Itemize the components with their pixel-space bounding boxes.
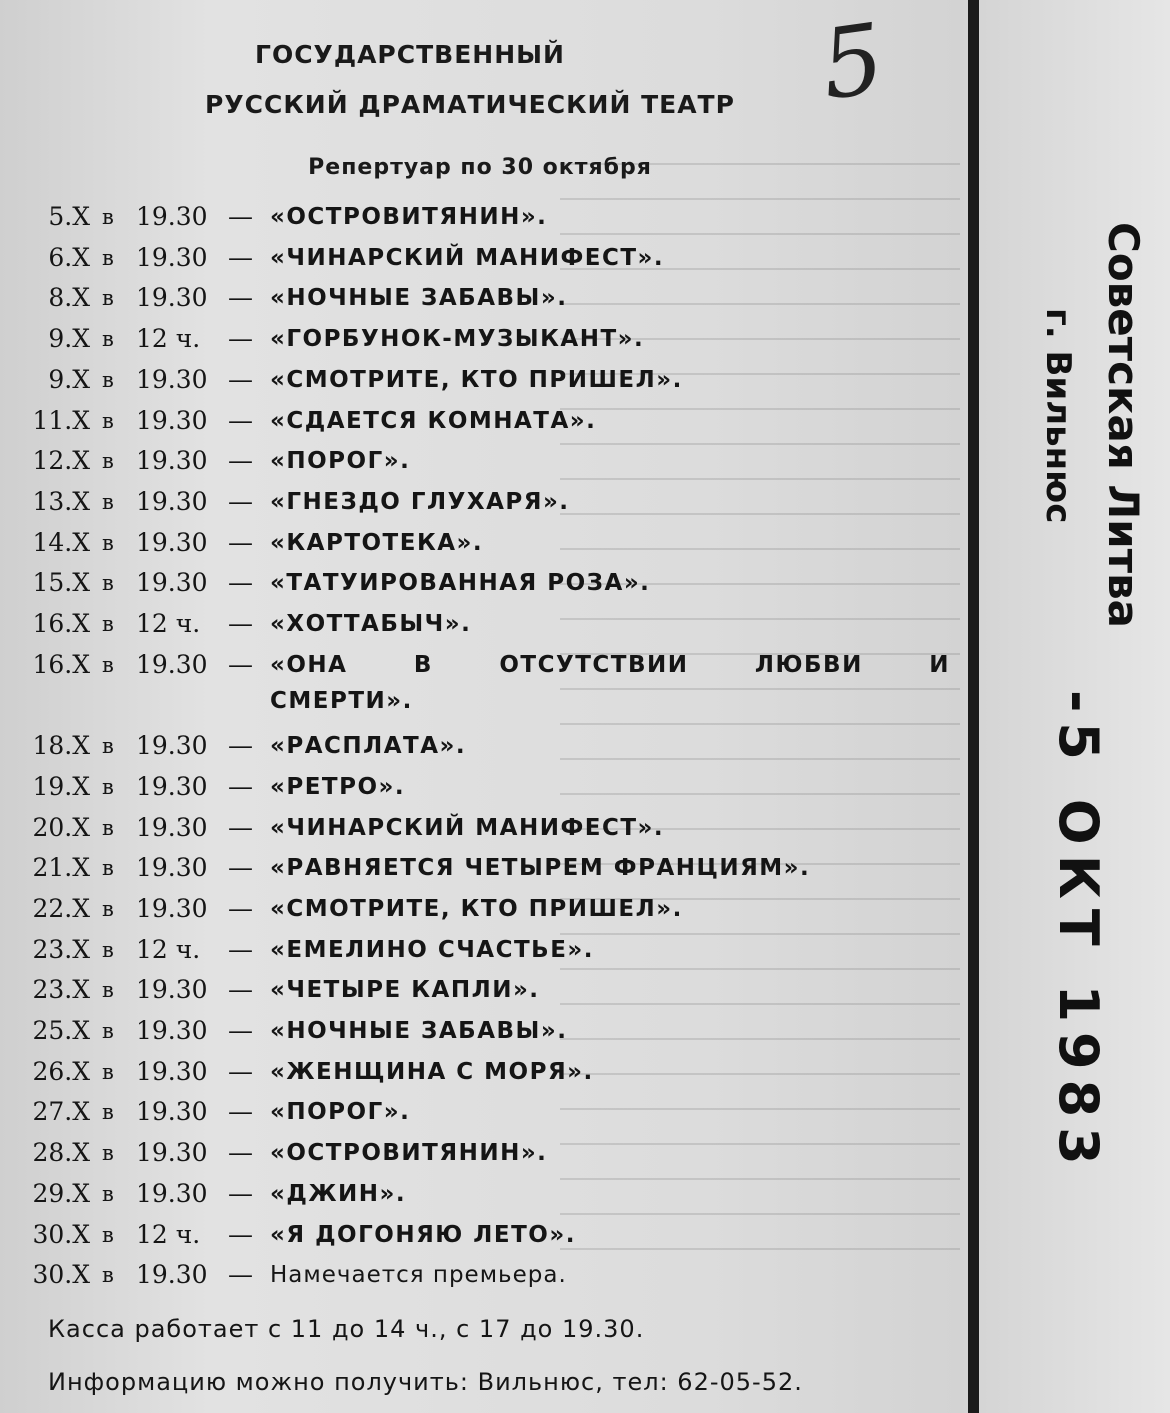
in-word: в bbox=[102, 856, 114, 881]
performance-time: 12 ч. bbox=[136, 934, 201, 964]
performance-date: 30.X bbox=[32, 1260, 90, 1290]
performance-time: 19.30 bbox=[136, 486, 208, 516]
performance-date: 25.X bbox=[32, 1016, 90, 1045]
dash: — bbox=[228, 649, 253, 679]
performance-date: 18.X bbox=[32, 731, 90, 761]
in-word: в bbox=[102, 937, 114, 962]
performance-time: 19.30 bbox=[136, 202, 208, 231]
schedule-row bbox=[0, 731, 960, 771]
in-word: в bbox=[102, 489, 114, 514]
performance-date: 23.X bbox=[32, 975, 90, 1005]
dash: — bbox=[228, 975, 253, 1005]
performance-title: «НОЧНЫЕ ЗАБАВЫ». bbox=[270, 1018, 568, 1044]
dash: — bbox=[228, 1056, 253, 1086]
dash: — bbox=[228, 324, 253, 354]
box-office-hours: Касса работает с 11 до 14 ч., с 17 до 19.30. bbox=[48, 1315, 645, 1343]
in-word: в bbox=[102, 978, 114, 1003]
performance-time: 19.30 bbox=[136, 405, 208, 435]
performance-date: 29.X bbox=[32, 1178, 90, 1208]
performance-date: 6.X bbox=[48, 242, 90, 272]
performance-time: 19.30 bbox=[136, 975, 208, 1005]
schedule-row bbox=[0, 1179, 960, 1219]
schedule-row bbox=[0, 1260, 960, 1300]
performance-date: 13.X bbox=[32, 486, 90, 516]
performance-title: «ОНА В ОТСУТСТВИИ ЛЮБВИ И bbox=[270, 651, 950, 678]
schedule-row bbox=[0, 487, 960, 527]
performance-time: 19.30 bbox=[136, 1178, 208, 1208]
performance-time: 19.30 bbox=[136, 527, 208, 557]
performance-title: «ТАТУИРОВАННАЯ РОЗА». bbox=[270, 570, 651, 597]
dash: — bbox=[228, 242, 253, 272]
in-word: в bbox=[102, 652, 114, 677]
performance-time: 19.30 bbox=[136, 853, 208, 883]
repertoire-heading: Репертуар по 30 октября bbox=[308, 155, 652, 180]
performance-title: «РАСПЛАТА». bbox=[270, 733, 467, 760]
performance-time: 19.30 bbox=[136, 1016, 208, 1045]
performance-title: «ГНЕЗДО ГЛУХАРЯ». bbox=[270, 488, 570, 515]
in-word: в bbox=[102, 245, 114, 270]
performance-date: 28.X bbox=[32, 1138, 90, 1168]
schedule-row bbox=[0, 975, 960, 1015]
performance-title: «ГОРБУНОК-МУЗЫКАНТ». bbox=[270, 326, 645, 353]
dash: — bbox=[228, 568, 253, 598]
schedule-row bbox=[0, 446, 960, 486]
in-word: в bbox=[102, 367, 114, 392]
schedule-row bbox=[0, 568, 960, 608]
performance-time: 19.30 bbox=[136, 731, 208, 761]
performance-title: Намечается премьера. bbox=[270, 1262, 567, 1289]
newspaper-city-stamp: г. Вильнюс bbox=[1038, 308, 1078, 524]
performance-title: «ПОРОГ». bbox=[270, 1099, 411, 1126]
dash: — bbox=[228, 1178, 253, 1208]
in-word: в bbox=[102, 815, 114, 840]
performance-time: 19.30 bbox=[136, 1260, 208, 1290]
schedule-row bbox=[0, 202, 960, 242]
performance-date: 27.X bbox=[32, 1097, 90, 1127]
performance-time: 19.30 bbox=[136, 812, 208, 842]
performance-date: 8.X bbox=[48, 283, 90, 313]
dash: — bbox=[228, 853, 253, 883]
schedule-row bbox=[0, 324, 960, 364]
schedule-row bbox=[0, 1138, 960, 1178]
schedule-row bbox=[0, 1220, 960, 1260]
performance-title: «РЕТРО». bbox=[270, 773, 406, 800]
performance-date: 11.X bbox=[32, 405, 90, 435]
in-word: в bbox=[102, 449, 114, 474]
performance-date: 21.X bbox=[32, 853, 90, 883]
dash: — bbox=[228, 1138, 253, 1168]
performance-time: 19.30 bbox=[136, 893, 208, 923]
performance-title: «СМОТРИТЕ, КТО ПРИШЕЛ». bbox=[270, 895, 683, 922]
dash: — bbox=[228, 893, 253, 923]
performance-date: 22.X bbox=[32, 893, 90, 923]
performance-date: 5.X bbox=[48, 202, 90, 231]
schedule-row bbox=[0, 528, 960, 568]
performance-time: 19.30 bbox=[136, 1138, 208, 1168]
performance-date: 9.X bbox=[48, 364, 90, 394]
schedule-row bbox=[0, 935, 960, 975]
performance-date: 26.X bbox=[32, 1056, 90, 1086]
theatre-type: ГОСУДАРСТВЕННЫЙ bbox=[255, 40, 565, 69]
dash: — bbox=[228, 1219, 253, 1249]
performance-date: 14.X bbox=[32, 527, 90, 557]
performance-time: 12 ч. bbox=[136, 324, 201, 354]
performance-title: «ЧЕТЫРЕ КАПЛИ». bbox=[270, 977, 540, 1004]
schedule-row bbox=[0, 1097, 960, 1137]
dash: — bbox=[228, 812, 253, 842]
performance-date: 16.X bbox=[32, 609, 90, 638]
performance-time: 19.30 bbox=[136, 446, 208, 476]
schedule-row-continuation bbox=[0, 686, 960, 726]
performance-date: 12.X bbox=[32, 446, 90, 476]
performance-title-continued: СМЕРТИ». bbox=[270, 688, 413, 715]
schedule-row bbox=[0, 609, 960, 649]
performance-time: 19.30 bbox=[136, 771, 208, 801]
dash: — bbox=[228, 202, 253, 231]
theatre-name: РУССКИЙ ДРАМАТИЧЕСКИЙ ТЕАТР bbox=[205, 90, 735, 119]
in-word: в bbox=[102, 530, 114, 555]
performance-date: 15.X bbox=[32, 568, 90, 598]
dash: — bbox=[228, 405, 253, 435]
performance-time: 12 ч. bbox=[136, 1219, 201, 1249]
performance-title: «ОСТРОВИТЯНИН». bbox=[270, 1140, 548, 1167]
in-word: в bbox=[102, 734, 114, 759]
performance-title: «КАРТОТЕКА». bbox=[270, 529, 484, 556]
dash: — bbox=[228, 283, 253, 313]
performance-title: «ХОТТАБЫЧ». bbox=[270, 611, 472, 637]
in-word: в bbox=[102, 1100, 114, 1125]
in-word: в bbox=[102, 612, 114, 636]
schedule-row bbox=[0, 1057, 960, 1097]
in-word: в bbox=[102, 1263, 114, 1288]
dash: — bbox=[228, 1016, 253, 1045]
schedule-row bbox=[0, 772, 960, 812]
performance-title: «РАВНЯЕТСЯ ЧЕТЫРЕМ ФРАНЦИЯМ». bbox=[270, 855, 811, 882]
schedule-row bbox=[0, 853, 960, 893]
in-word: в bbox=[102, 1141, 114, 1166]
in-word: в bbox=[102, 408, 114, 433]
performance-title: «ОСТРОВИТЯНИН». bbox=[270, 204, 548, 230]
column-rule bbox=[968, 0, 979, 1413]
performance-title: «ПОРОГ». bbox=[270, 448, 411, 475]
performance-time: 19.30 bbox=[136, 1097, 208, 1127]
in-word: в bbox=[102, 1059, 114, 1084]
dash: — bbox=[228, 609, 253, 638]
performance-time: 19.30 bbox=[136, 649, 208, 679]
performance-title: «СМОТРИТЕ, КТО ПРИШЕЛ». bbox=[270, 366, 683, 393]
in-word: в bbox=[102, 1222, 114, 1247]
schedule-row bbox=[0, 813, 960, 853]
schedule-row bbox=[0, 1016, 960, 1056]
dash: — bbox=[228, 731, 253, 761]
performance-date: 20.X bbox=[32, 812, 90, 842]
schedule-row bbox=[0, 650, 960, 690]
dash: — bbox=[228, 446, 253, 476]
info-phone: Информацию можно получить: Вильнюс, тел: 62-05-52. bbox=[48, 1368, 803, 1396]
performance-time: 19.30 bbox=[136, 568, 208, 598]
dash: — bbox=[228, 771, 253, 801]
performance-date: 16.X bbox=[32, 649, 90, 679]
performance-time: 12 ч. bbox=[136, 609, 201, 638]
in-word: в bbox=[102, 1181, 114, 1206]
schedule-row bbox=[0, 243, 960, 283]
in-word: в bbox=[102, 896, 114, 921]
schedule-row bbox=[0, 406, 960, 446]
performance-title: «ЧИНАРСКИЙ МАНИФЕСТ». bbox=[270, 814, 665, 841]
dash: — bbox=[228, 486, 253, 516]
performance-date: 19.X bbox=[32, 771, 90, 801]
performance-date: 23.X bbox=[32, 934, 90, 964]
in-word: в bbox=[102, 327, 114, 352]
dash: — bbox=[228, 1260, 253, 1290]
in-word: в bbox=[102, 571, 114, 596]
handwritten-page-number: 5 bbox=[814, 2, 891, 122]
performance-time: 19.30 bbox=[136, 364, 208, 394]
performance-time: 19.30 bbox=[136, 1056, 208, 1086]
in-word: в bbox=[102, 774, 114, 799]
performance-title: «ЧИНАРСКИЙ МАНИФЕСТ». bbox=[270, 244, 665, 271]
schedule-row bbox=[0, 365, 960, 405]
in-word: в bbox=[102, 205, 114, 229]
schedule-row bbox=[0, 283, 960, 323]
performance-time: 19.30 bbox=[136, 283, 208, 313]
performance-time: 19.30 bbox=[136, 242, 208, 272]
performance-title: «СДАЕТСЯ КОМНАТА». bbox=[270, 407, 597, 434]
in-word: в bbox=[102, 286, 114, 311]
dash: — bbox=[228, 1097, 253, 1127]
schedule-row bbox=[0, 894, 960, 934]
performance-title: «ЕМЕЛИНО СЧАСТЬЕ». bbox=[270, 936, 595, 963]
performance-title: «НОЧНЫЕ ЗАБАВЫ». bbox=[270, 285, 568, 312]
dash: — bbox=[228, 527, 253, 557]
performance-title: «ЖЕНЩИНА С МОРЯ». bbox=[270, 1058, 594, 1085]
newspaper-name-stamp: Советская Литва bbox=[1099, 222, 1148, 628]
date-stamp: -5 ОКТ 1983 bbox=[1047, 690, 1110, 1175]
performance-title: «ДЖИН». bbox=[270, 1180, 407, 1207]
performance-title: «Я ДОГОНЯЮ ЛЕТО». bbox=[270, 1221, 576, 1248]
dash: — bbox=[228, 934, 253, 964]
in-word: в bbox=[102, 1019, 114, 1043]
dash: — bbox=[228, 364, 253, 394]
performance-date: 30.X bbox=[32, 1219, 90, 1249]
performance-date: 9.X bbox=[48, 324, 90, 354]
